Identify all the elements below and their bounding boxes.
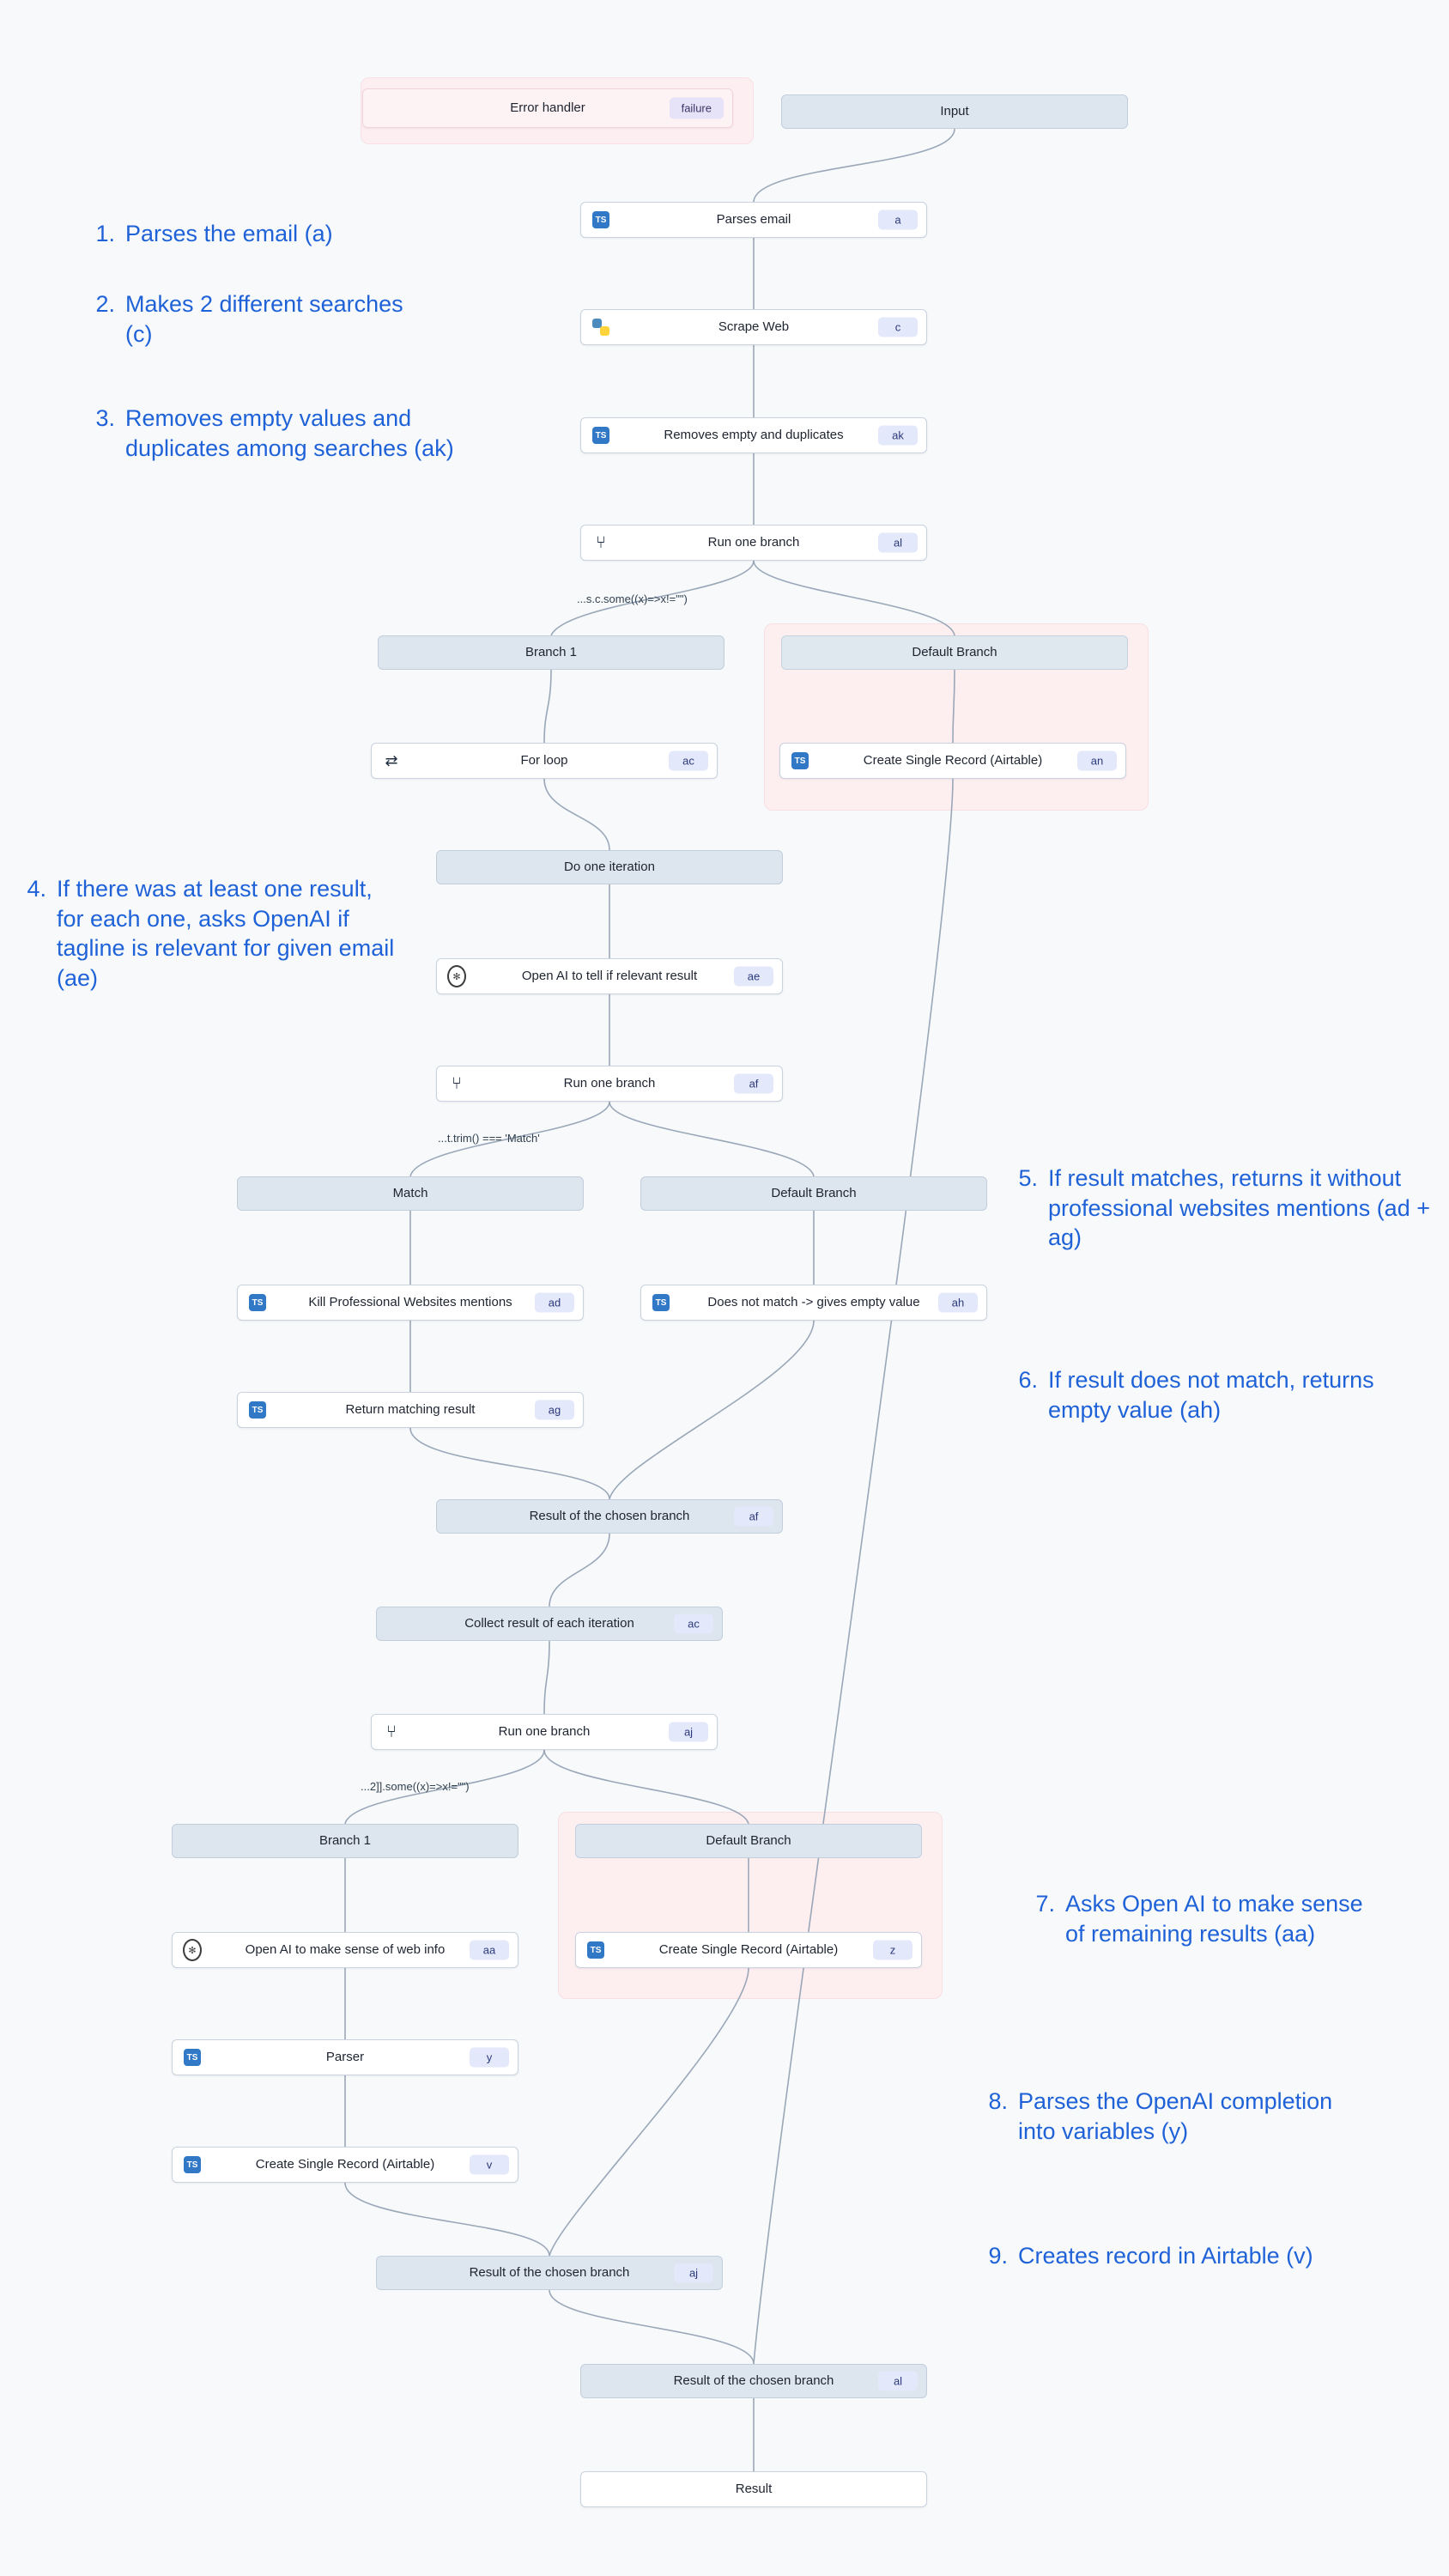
loop-icon: ⇄ bbox=[385, 752, 398, 769]
node-label: Create Single Record (Airtable) bbox=[255, 2157, 435, 2172]
node-collect-result-of-each-iteration[interactable] bbox=[376, 1607, 723, 1641]
annotation-text: If result matches, returns it without professional websites mentions (ad + ag) bbox=[1048, 1165, 1430, 1251]
node-run-one-branch-af[interactable] bbox=[436, 1066, 783, 1102]
annotation-note-9 bbox=[979, 2241, 1322, 2271]
node-label: Error handler bbox=[510, 100, 585, 115]
node-badge: failure bbox=[670, 98, 724, 119]
node-label: Create Single Record (Airtable) bbox=[863, 753, 1043, 768]
annotation-number: 5. bbox=[1018, 1165, 1038, 1191]
node-label: Run one branch bbox=[498, 1724, 591, 1739]
node-label: Collect result of each iteration bbox=[464, 1616, 634, 1631]
node-label: Parses email bbox=[716, 212, 791, 227]
node-label: Input bbox=[940, 104, 969, 118]
node-openai-make-sense-of-web-info[interactable] bbox=[172, 1932, 518, 1968]
typescript-icon: TS bbox=[183, 2048, 202, 2067]
annotation-text: Removes empty values and duplicates among searches (ak) bbox=[125, 405, 454, 461]
annotation-note-4 bbox=[17, 874, 403, 993]
node-badge: ak bbox=[878, 426, 918, 446]
node-run-one-branch-al[interactable] bbox=[580, 525, 927, 561]
annotation-number: 3. bbox=[95, 405, 115, 431]
node-label: Result of the chosen branch bbox=[673, 2373, 834, 2388]
node-create-single-record-z[interactable] bbox=[575, 1932, 922, 1968]
annotation-number: 2. bbox=[95, 291, 115, 317]
typescript-icon: TS bbox=[652, 1293, 670, 1312]
annotation-number: 8. bbox=[988, 2088, 1008, 2114]
node-result[interactable] bbox=[580, 2471, 927, 2507]
node-label: Return matching result bbox=[345, 1402, 476, 1417]
node-parses-email[interactable] bbox=[580, 202, 927, 238]
annotation-note-7 bbox=[1026, 1889, 1369, 1948]
edge-label-condition-aj: ...2]].some((x)=>x!="") bbox=[361, 1780, 470, 1793]
node-label: Match bbox=[392, 1186, 428, 1200]
node-badge: ah bbox=[938, 1293, 978, 1313]
node-result-of-chosen-branch-al[interactable] bbox=[580, 2364, 927, 2398]
node-branch-1-top[interactable] bbox=[378, 635, 724, 670]
node-badge: al bbox=[878, 2372, 918, 2391]
typescript-icon: TS bbox=[791, 751, 809, 770]
annotation-text: Creates record in Airtable (v) bbox=[1018, 2243, 1313, 2269]
node-badge: c bbox=[878, 318, 918, 337]
branch-icon: ⑂ bbox=[452, 1074, 462, 1093]
edge-label-condition-al: ...s.c.some((x)=>x!="") bbox=[577, 592, 688, 605]
node-match[interactable] bbox=[237, 1176, 584, 1211]
node-badge: v bbox=[470, 2155, 509, 2175]
typescript-icon: TS bbox=[248, 1293, 267, 1312]
annotation-text: If there was at least one result, for each one, asks OpenAI if tagline is relevant for given email (ae) bbox=[57, 876, 395, 991]
node-label: Branch 1 bbox=[318, 1833, 372, 1848]
annotation-note-2 bbox=[86, 289, 403, 349]
node-badge: ag bbox=[535, 1400, 574, 1420]
node-badge: aa bbox=[470, 1941, 509, 1960]
node-label: Result of the chosen branch bbox=[469, 2265, 630, 2280]
node-do-one-iteration[interactable] bbox=[436, 850, 783, 884]
typescript-icon: TS bbox=[248, 1400, 267, 1419]
node-badge: y bbox=[470, 2048, 509, 2068]
typescript-icon: TS bbox=[183, 2155, 202, 2174]
node-label: Branch 1 bbox=[524, 645, 578, 659]
node-parser[interactable] bbox=[172, 2039, 518, 2075]
annotation-text: If result does not match, returns empty value (ah) bbox=[1048, 1367, 1374, 1423]
annotation-text: Asks Open AI to make sense of remaining results (aa) bbox=[1065, 1891, 1363, 1947]
node-label: Result of the chosen branch bbox=[529, 1509, 690, 1523]
node-label: Default Branch bbox=[912, 645, 997, 659]
node-badge: z bbox=[873, 1941, 912, 1960]
node-input[interactable] bbox=[781, 94, 1128, 129]
typescript-icon: TS bbox=[591, 210, 610, 229]
node-run-one-branch-aj[interactable] bbox=[371, 1714, 718, 1750]
annotation-number: 7. bbox=[1035, 1891, 1055, 1917]
annotation-note-8 bbox=[979, 2087, 1356, 2146]
node-label: Default Branch bbox=[706, 1833, 791, 1848]
annotation-number: 6. bbox=[1018, 1367, 1038, 1393]
node-badge: a bbox=[878, 210, 918, 230]
edge-label-condition-af: ...t.trim() === 'Match' bbox=[438, 1132, 540, 1145]
node-label: Does not match -> gives empty value bbox=[707, 1295, 920, 1309]
node-badge: ae bbox=[734, 967, 773, 987]
node-label: Run one branch bbox=[563, 1076, 656, 1091]
annotation-note-3 bbox=[86, 404, 515, 463]
python-icon bbox=[591, 318, 610, 337]
node-for-loop[interactable] bbox=[371, 743, 718, 779]
annotation-note-5 bbox=[1009, 1163, 1442, 1253]
node-badge: an bbox=[1077, 751, 1117, 771]
annotation-text: Makes 2 different searches (c) bbox=[125, 291, 403, 347]
node-return-matching-result[interactable] bbox=[237, 1392, 584, 1428]
annotation-text: Parses the OpenAI completion into variables (y) bbox=[1018, 2088, 1333, 2144]
node-badge: ac bbox=[674, 1614, 713, 1634]
annotation-number: 1. bbox=[95, 221, 115, 246]
node-label: For loop bbox=[520, 753, 568, 768]
node-label: Create Single Record (Airtable) bbox=[658, 1942, 839, 1957]
node-badge: ac bbox=[669, 751, 708, 771]
node-label: Default Branch bbox=[771, 1186, 857, 1200]
node-result-of-chosen-branch-af[interactable] bbox=[436, 1499, 783, 1534]
node-error-handler[interactable] bbox=[362, 88, 733, 128]
node-create-single-record-an[interactable] bbox=[779, 743, 1126, 779]
annotation-number: 4. bbox=[27, 876, 46, 902]
node-label: Scrape Web bbox=[718, 319, 790, 334]
node-badge: aj bbox=[674, 2263, 713, 2283]
node-label: Removes empty and duplicates bbox=[664, 428, 844, 442]
node-label: Do one iteration bbox=[564, 860, 655, 874]
node-label: Parser bbox=[325, 2050, 365, 2064]
node-label: Open AI to make sense of web info bbox=[245, 1942, 446, 1957]
node-branch-1-bottom[interactable] bbox=[172, 1824, 518, 1858]
node-label: Run one branch bbox=[707, 535, 800, 550]
node-badge: al bbox=[878, 533, 918, 553]
node-badge: af bbox=[734, 1074, 773, 1094]
node-label: Result bbox=[735, 2482, 773, 2496]
node-badge: ad bbox=[535, 1293, 574, 1313]
branch-icon: ⑂ bbox=[386, 1722, 397, 1741]
openai-icon: ✻ bbox=[183, 1941, 202, 1959]
node-badge: aj bbox=[669, 1722, 708, 1742]
node-create-single-record-v[interactable] bbox=[172, 2147, 518, 2183]
node-does-not-match[interactable] bbox=[640, 1285, 987, 1321]
annotation-note-1 bbox=[86, 219, 455, 249]
node-kill-professional-websites-mentions[interactable] bbox=[237, 1285, 584, 1321]
openai-icon: ✻ bbox=[447, 967, 466, 986]
typescript-icon: TS bbox=[586, 1941, 605, 1959]
node-result-of-chosen-branch-aj[interactable] bbox=[376, 2256, 723, 2290]
node-scrape-web[interactable] bbox=[580, 309, 927, 345]
node-default-branch-mid[interactable] bbox=[640, 1176, 987, 1211]
branch-icon: ⑂ bbox=[596, 533, 606, 552]
node-label: Open AI to tell if relevant result bbox=[521, 969, 698, 983]
node-default-branch-top[interactable] bbox=[781, 635, 1128, 670]
node-openai-relevant-result[interactable] bbox=[436, 958, 783, 994]
node-label: Kill Professional Websites mentions bbox=[308, 1295, 512, 1309]
annotation-number: 9. bbox=[988, 2243, 1008, 2269]
node-badge: af bbox=[734, 1507, 773, 1527]
node-removes-empty-duplicates[interactable] bbox=[580, 417, 927, 453]
annotation-text: Parses the email (a) bbox=[125, 221, 333, 246]
node-default-branch-bottom[interactable] bbox=[575, 1824, 922, 1858]
annotation-note-6 bbox=[1009, 1365, 1438, 1425]
typescript-icon: TS bbox=[591, 426, 610, 445]
